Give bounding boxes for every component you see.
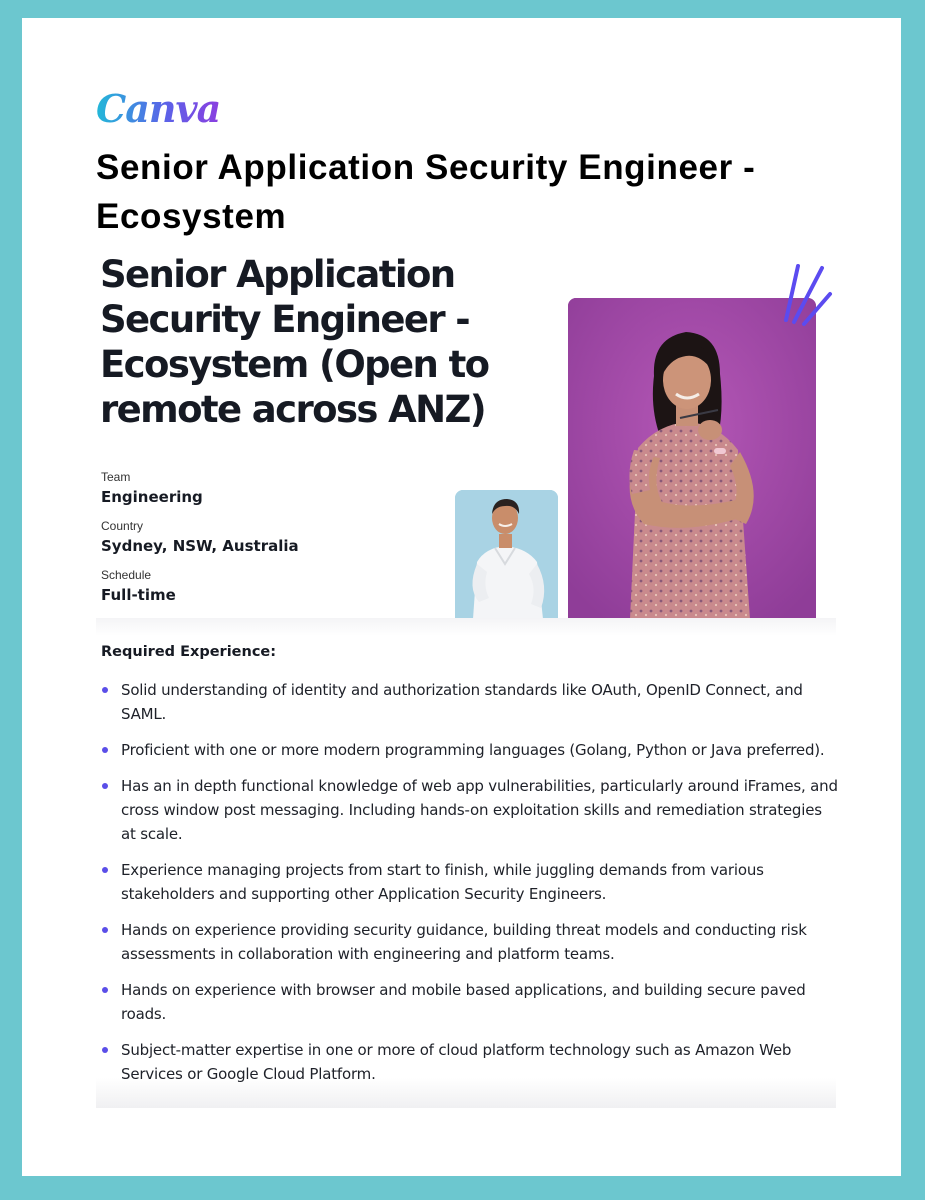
bullet-icon	[102, 867, 108, 873]
requirement-text: Experience managing projects from start to finish, while juggling demands from various stakeholders and supporting other Application Security Engineers.	[121, 861, 764, 903]
country-label: Country	[101, 519, 144, 533]
list-item	[101, 858, 841, 906]
bullet-icon	[102, 747, 108, 753]
list-item	[101, 1038, 841, 1086]
bullet-icon	[102, 1047, 108, 1053]
job-post-card	[22, 18, 901, 1176]
list-item	[101, 774, 841, 846]
bullet-icon	[102, 927, 108, 933]
requirement-text: Proficient with one or more modern programming languages (Golang, Python or Java preferred).	[121, 741, 825, 759]
schedule-value: Full-time	[101, 586, 176, 604]
team-value: Engineering	[101, 488, 203, 506]
sparkle-icon	[778, 262, 834, 328]
photo-woman	[568, 298, 816, 619]
required-experience-title: Required Experience:	[101, 644, 277, 660]
job-meta	[101, 470, 441, 617]
canva-logo: Canva	[96, 86, 221, 131]
team-label: Team	[101, 470, 131, 484]
requirement-text: Solid understanding of identity and authorization standards like OAuth, OpenID Connect, and SAML.	[121, 681, 803, 723]
requirement-text: Hands on experience with browser and mobile based applications, and building secure paved roads.	[121, 981, 806, 1023]
list-item	[101, 738, 841, 762]
list-item	[101, 678, 841, 726]
requirement-text: Hands on experience providing security guidance, building threat models and conducting risk assessments in collaboration with engineering and platform teams.	[121, 921, 807, 963]
requirement-text: Subject-matter expertise in one or more of cloud platform technology such as Amazon Web Services or Google Cloud Platform.	[121, 1041, 792, 1083]
list-item	[101, 918, 841, 966]
woman-illustration	[568, 298, 816, 619]
photo-man	[455, 490, 558, 619]
country-value: Sydney, NSW, Australia	[101, 537, 299, 555]
bullet-icon	[102, 783, 108, 789]
bullet-icon	[102, 987, 108, 993]
requirement-text: Has an in depth functional knowledge of web app vulnerabilities, particularly around iFrames, and cross window post messaging. Including hands-on exploitation skills and remediation strategies at scale.	[121, 777, 838, 843]
man-illustration	[455, 490, 558, 619]
bullet-icon	[102, 687, 108, 693]
list-item	[101, 978, 841, 1026]
job-title: Senior Application Security Engineer - Ecosystem (Open to remote across ANZ)	[100, 253, 489, 431]
page-headline: Senior Application Security Engineer - Ecosystem	[96, 148, 756, 236]
schedule-label: Schedule	[101, 568, 152, 582]
requirements-list	[101, 678, 841, 1098]
